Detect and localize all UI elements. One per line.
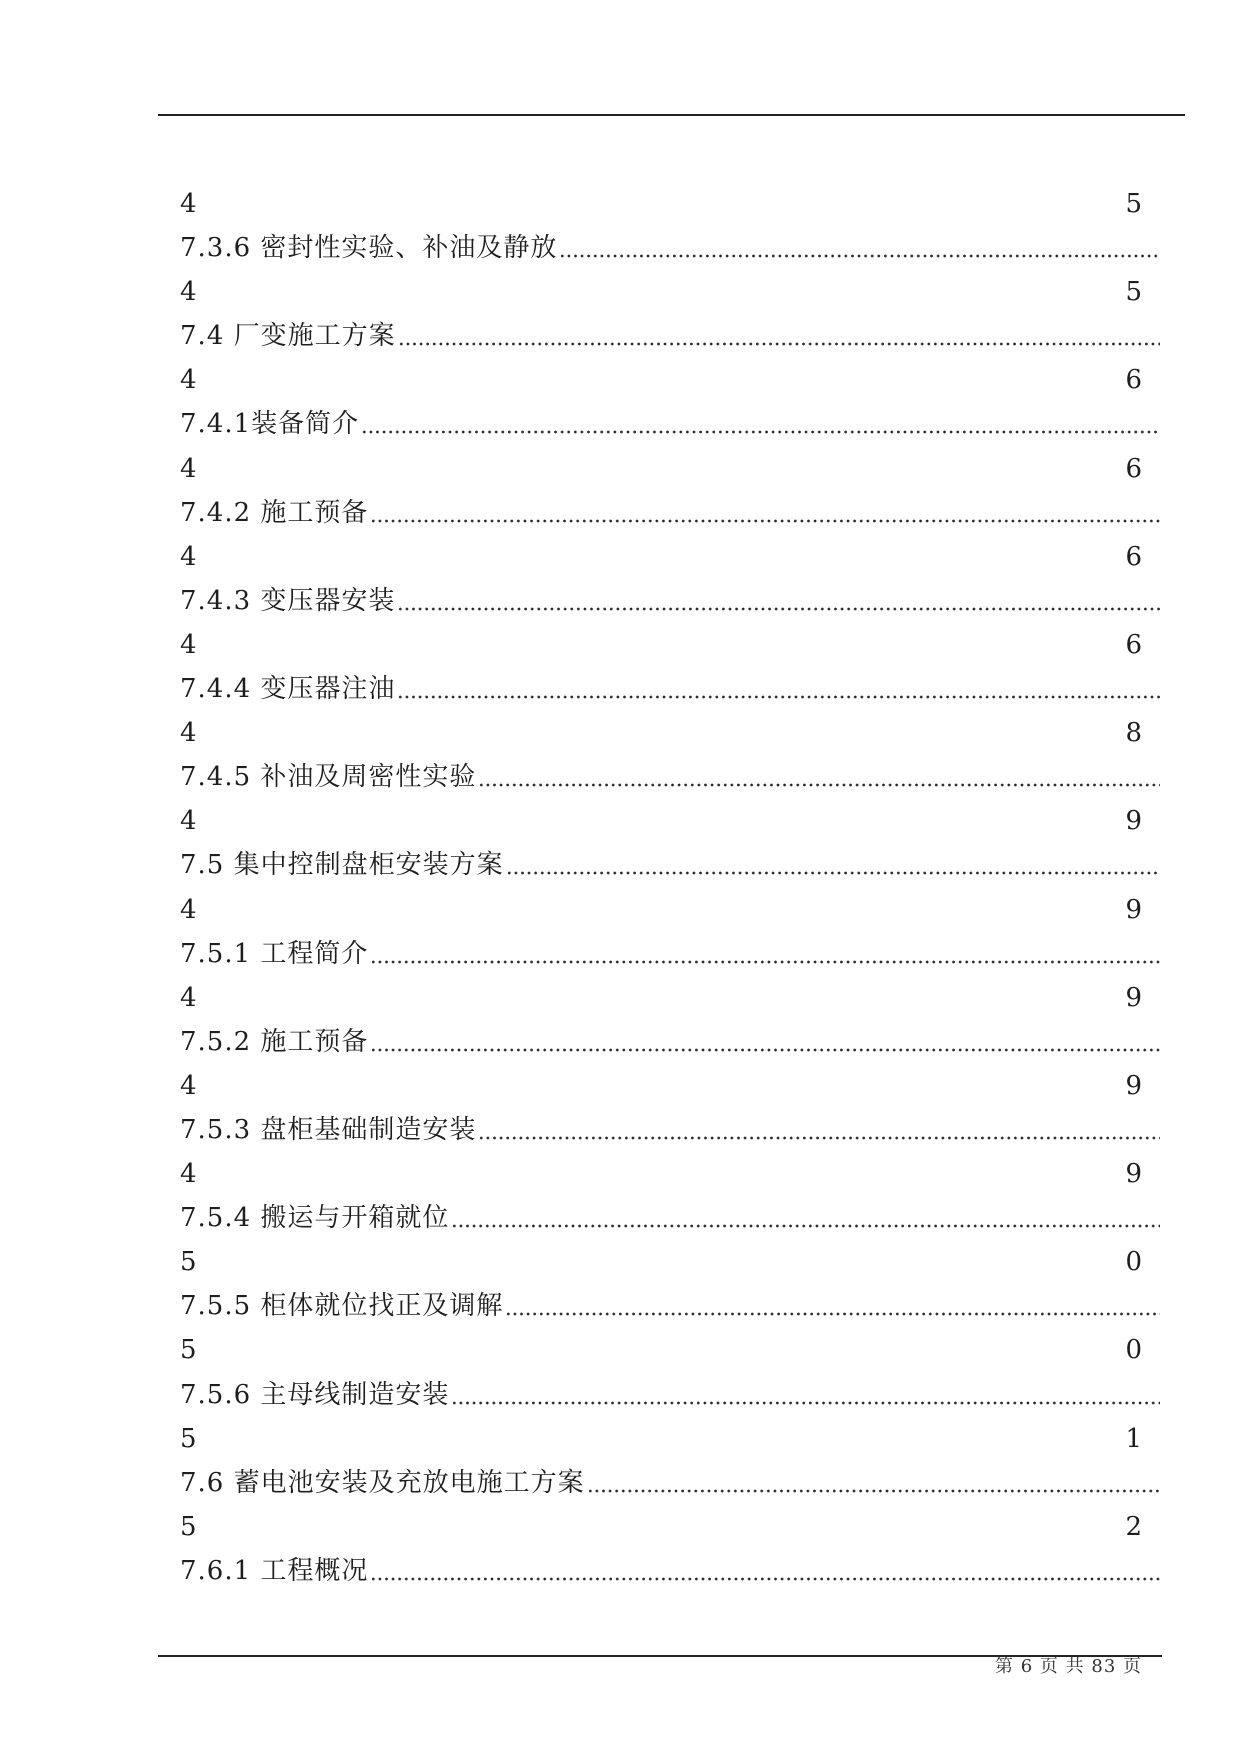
leader-dots — [370, 1020, 1160, 1064]
leader-dots — [451, 1373, 1160, 1417]
page-number-digit-left: 4 — [180, 806, 197, 837]
toc-entry — [180, 579, 1160, 623]
toc-entry-title: 7.5 集中控制盘柜安装方案 — [180, 850, 504, 881]
page-number-digit-right: 5 — [1125, 189, 1142, 219]
toc-entry — [180, 1284, 1160, 1328]
page-number-digit-left: 4 — [180, 894, 197, 925]
leader-dots — [370, 1549, 1160, 1593]
page-number-digit-right: 6 — [1125, 453, 1142, 484]
toc-page-number-row — [180, 1152, 1160, 1196]
page-number-digit-left: 5 — [180, 1335, 197, 1366]
toc-page-number-row — [180, 976, 1160, 1020]
toc-entry-title: 7.5.4 搬运与开箱就位 — [180, 1203, 450, 1234]
toc-entry-title: 7.5.3 盘柜基础制造安装 — [180, 1114, 477, 1145]
toc-page-number-row — [180, 1240, 1160, 1284]
page-number-digit-right: 1 — [1125, 1423, 1142, 1454]
leader-dots — [559, 226, 1160, 270]
toc-entry — [180, 226, 1160, 270]
page-number-digit-left: 4 — [180, 277, 197, 308]
leader-dots — [587, 1461, 1160, 1505]
page-number-digit-right: 6 — [1125, 365, 1142, 396]
toc-entry-title: 7.5.6 主母线制造安装 — [180, 1379, 450, 1410]
page-number-digit-right: 0 — [1125, 1247, 1142, 1278]
toc-page-number-row — [180, 799, 1160, 843]
toc-entry-title: 7.5.2 施工预备 — [180, 1026, 369, 1057]
page-number-digit-right: 9 — [1125, 982, 1142, 1013]
page-number-digit-left: 5 — [180, 1247, 197, 1278]
leader-dots — [506, 843, 1160, 887]
page-number-digit-right: 9 — [1125, 1159, 1142, 1190]
toc-entry-title: 7.5.5 柜体就位找正及调解 — [180, 1291, 504, 1322]
leader-dots — [505, 1284, 1160, 1328]
page-number-digit-left: 4 — [180, 365, 197, 396]
toc-entry-title: 7.3.6 密封性实验、补油及静放 — [180, 233, 558, 264]
toc-page-number-row — [180, 447, 1160, 491]
page-number-digit-left: 4 — [180, 541, 197, 572]
leader-dots — [397, 667, 1160, 711]
toc-entry — [180, 402, 1160, 446]
toc-entry — [180, 1549, 1160, 1593]
leader-dots — [370, 491, 1160, 535]
page-number-digit-right: 9 — [1125, 806, 1142, 837]
toc-page-number-row — [180, 1505, 1160, 1549]
page-number-digit-left: 4 — [180, 1159, 197, 1190]
table-of-contents — [180, 182, 1160, 1593]
toc-page-number-row — [180, 1328, 1160, 1372]
toc-entry-title: 7.6 蓄电池安装及充放电施工方案 — [180, 1467, 585, 1498]
toc-entry — [180, 491, 1160, 535]
leader-dots — [370, 932, 1160, 976]
page-number-digit-right: 5 — [1125, 277, 1142, 308]
page-number-digit-right: 9 — [1125, 1070, 1142, 1101]
header-rule — [158, 114, 1185, 116]
page-number-digit-left: 4 — [180, 453, 197, 484]
page-footer-label: 第 6 页 共 83 页 — [995, 1656, 1142, 1677]
toc-entry-title: 7.4.3 变压器安装 — [180, 585, 396, 616]
toc-page-number-row — [180, 182, 1160, 226]
toc-page-number-row — [180, 535, 1160, 579]
toc-entry — [180, 1461, 1160, 1505]
page-number-digit-right: 9 — [1125, 894, 1142, 925]
toc-entry — [180, 667, 1160, 711]
page-number-digit-left: 4 — [180, 1070, 197, 1101]
page-number-digit-left: 4 — [180, 982, 197, 1013]
page-number-digit-left: 5 — [180, 1511, 197, 1542]
toc-entry — [180, 1196, 1160, 1240]
page-number-digit-right: 6 — [1125, 541, 1142, 572]
page-number-digit-right: 0 — [1125, 1335, 1142, 1366]
page-number-digit-left: 4 — [180, 718, 197, 749]
toc-entry-title: 7.4.5 补油及周密性实验 — [180, 762, 477, 793]
toc-entry-title: 7.5.1 工程简介 — [180, 938, 369, 969]
toc-entry — [180, 1373, 1160, 1417]
page-number-digit-left: 5 — [180, 1423, 197, 1454]
toc-page-number-row — [180, 358, 1160, 402]
leader-dots — [398, 314, 1160, 358]
leader-dots — [478, 1108, 1160, 1152]
leader-dots — [397, 579, 1160, 623]
toc-entry — [180, 1108, 1160, 1152]
toc-entry-title: 7.6.1 工程概况 — [180, 1555, 369, 1586]
toc-page-number-row — [180, 623, 1160, 667]
leader-dots — [451, 1196, 1160, 1240]
toc-page-number-row — [180, 1417, 1160, 1461]
toc-page-number-row — [180, 270, 1160, 314]
toc-entry — [180, 932, 1160, 976]
toc-page-number-row — [180, 888, 1160, 932]
page-number-digit-right: 8 — [1125, 718, 1142, 749]
toc-entry-title: 7.4 厂变施工方案 — [180, 321, 396, 352]
toc-entry — [180, 314, 1160, 358]
leader-dots — [361, 402, 1160, 446]
page-number-digit-left: 4 — [180, 189, 197, 219]
leader-dots — [478, 755, 1160, 799]
toc-entry — [180, 1020, 1160, 1064]
page-number-digit-right: 6 — [1125, 629, 1142, 660]
toc-entry-title: 7.4.2 施工预备 — [180, 497, 369, 528]
toc-entry — [180, 843, 1160, 887]
toc-page-number-row — [180, 1064, 1160, 1108]
page-number-digit-left: 4 — [180, 629, 197, 660]
toc-entry — [180, 755, 1160, 799]
toc-page-number-row — [180, 711, 1160, 755]
toc-entry-title: 7.4.4 变压器注油 — [180, 674, 396, 705]
toc-entry-title: 7.4.1装备简介 — [180, 409, 360, 440]
page-number-digit-right: 2 — [1125, 1511, 1142, 1542]
